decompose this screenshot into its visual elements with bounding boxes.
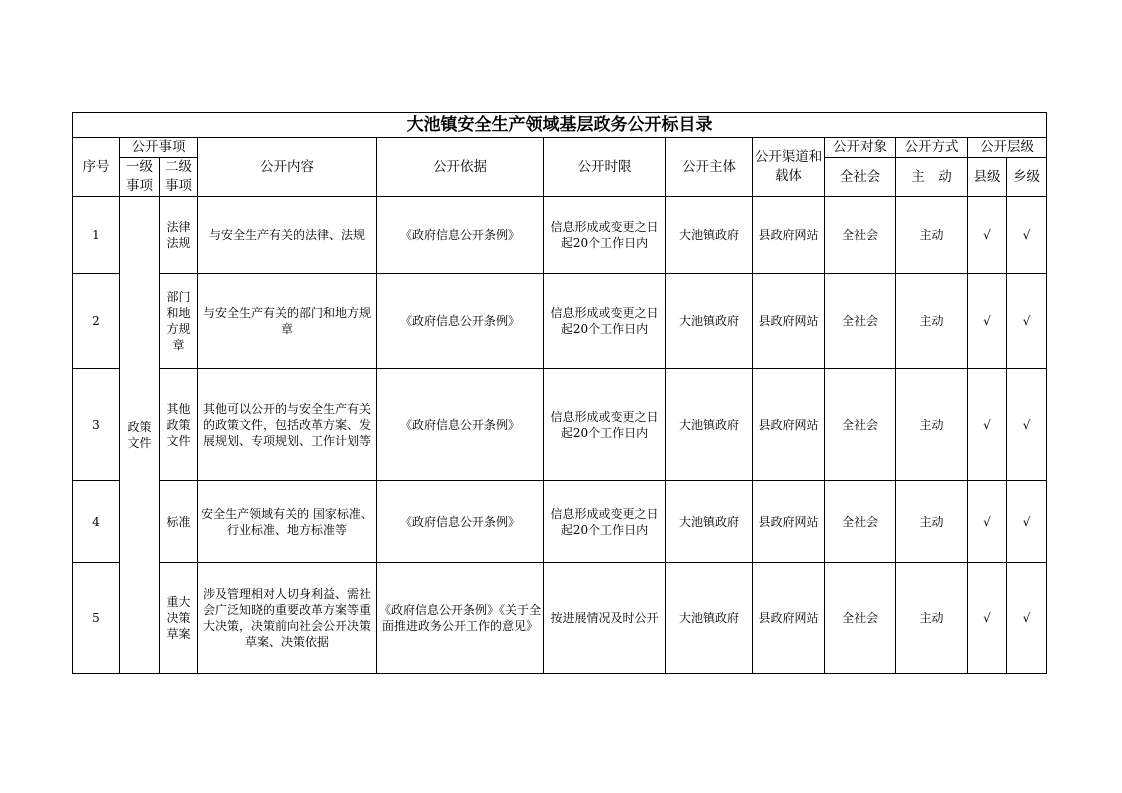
cell-township: √ [1007, 563, 1047, 674]
cell-mode: 主动 [896, 481, 968, 563]
cell-seq: 3 [73, 369, 120, 481]
cell-time-limit: 信息形成或变更之日起20个工作日内 [544, 481, 666, 563]
cell-seq: 1 [73, 197, 120, 274]
cell-level1-merged: 政策文件 [120, 197, 160, 674]
table-row [73, 369, 1047, 481]
header-county: 县级 [968, 158, 1007, 197]
cell-mode: 主动 [896, 274, 968, 369]
cell-content: 与安全生产有关的法律、法规 [198, 197, 377, 274]
cell-township: √ [1007, 197, 1047, 274]
cell-county: √ [968, 563, 1007, 674]
cell-level2: 重大决策草案 [160, 563, 198, 674]
cell-content: 其他可以公开的与安全生产有关的政策文件，包括改革方案、发展规划、专项规划、工作计划等 [198, 369, 377, 481]
cell-channel: 县政府网站 [753, 369, 825, 481]
header-mode: 主 动 [896, 158, 968, 197]
cell-target: 全社会 [825, 481, 896, 563]
cell-time-limit: 信息形成或变更之日起20个工作日内 [544, 274, 666, 369]
catalog-table [72, 112, 1047, 674]
header-content: 公开内容 [198, 138, 377, 197]
header-target-group: 公开对象 [825, 138, 896, 158]
cell-basis: 《政府信息公开条例》 [377, 197, 544, 274]
cell-county: √ [968, 369, 1007, 481]
cell-level2: 标准 [160, 481, 198, 563]
cell-county: √ [968, 197, 1007, 274]
cell-target: 全社会 [825, 563, 896, 674]
table-row [73, 481, 1047, 563]
cell-target: 全社会 [825, 197, 896, 274]
header-channel: 公开渠道和载体 [753, 138, 825, 197]
cell-mode: 主动 [896, 369, 968, 481]
cell-mode: 主动 [896, 197, 968, 274]
cell-seq: 5 [73, 563, 120, 674]
cell-content: 与安全生产有关的部门和地方规章 [198, 274, 377, 369]
cell-subject: 大池镇政府 [666, 197, 753, 274]
cell-county: √ [968, 274, 1007, 369]
cell-level2: 部门和地方规章 [160, 274, 198, 369]
cell-subject: 大池镇政府 [666, 481, 753, 563]
cell-content: 涉及管理相对人切身利益、需社会广泛知晓的重要改革方案等重大决策，决策前向社会公开决策草案、决策依据 [198, 563, 377, 674]
table-row [73, 197, 1047, 274]
cell-township: √ [1007, 481, 1047, 563]
header-township: 乡级 [1007, 158, 1047, 197]
cell-time-limit: 信息形成或变更之日起20个工作日内 [544, 197, 666, 274]
cell-target: 全社会 [825, 274, 896, 369]
header-matter-group: 公开事项 [120, 138, 198, 158]
header-level2: 二级事项 [160, 158, 198, 197]
cell-level2: 其他政策文件 [160, 369, 198, 481]
cell-subject: 大池镇政府 [666, 369, 753, 481]
cell-basis: 《政府信息公开条例》 [377, 274, 544, 369]
cell-channel: 县政府网站 [753, 481, 825, 563]
header-target: 全社会 [825, 158, 896, 197]
cell-county: √ [968, 481, 1007, 563]
cell-content: 安全生产领域有关的 国家标准、行业标准、地方标准等 [198, 481, 377, 563]
table-title: 大池镇安全生产领域基层政务公开标目录 [73, 113, 1047, 138]
cell-seq: 4 [73, 481, 120, 563]
cell-channel: 县政府网站 [753, 563, 825, 674]
header-layer-group: 公开层级 [968, 138, 1047, 158]
cell-time-limit: 按进展情况及时公开 [544, 563, 666, 674]
cell-seq: 2 [73, 274, 120, 369]
table-row [73, 563, 1047, 674]
header-level1: 一级事项 [120, 158, 160, 197]
cell-township: √ [1007, 369, 1047, 481]
cell-subject: 大池镇政府 [666, 563, 753, 674]
cell-basis: 《政府信息公开条例》 [377, 481, 544, 563]
cell-channel: 县政府网站 [753, 274, 825, 369]
cell-subject: 大池镇政府 [666, 274, 753, 369]
cell-time-limit: 信息形成或变更之日起20个工作日内 [544, 369, 666, 481]
cell-township: √ [1007, 274, 1047, 369]
cell-level2: 法律法规 [160, 197, 198, 274]
cell-basis: 《政府信息公开条例》《关于全面推进政务公开工作的意见》 [377, 563, 544, 674]
header-seq: 序号 [73, 138, 120, 197]
cell-target: 全社会 [825, 369, 896, 481]
header-basis: 公开依据 [377, 138, 544, 197]
header-time-limit: 公开时限 [544, 138, 666, 197]
header-mode-group: 公开方式 [896, 138, 968, 158]
cell-mode: 主动 [896, 563, 968, 674]
table-row [73, 274, 1047, 369]
cell-basis: 《政府信息公开条例》 [377, 369, 544, 481]
cell-channel: 县政府网站 [753, 197, 825, 274]
header-subject: 公开主体 [666, 138, 753, 197]
